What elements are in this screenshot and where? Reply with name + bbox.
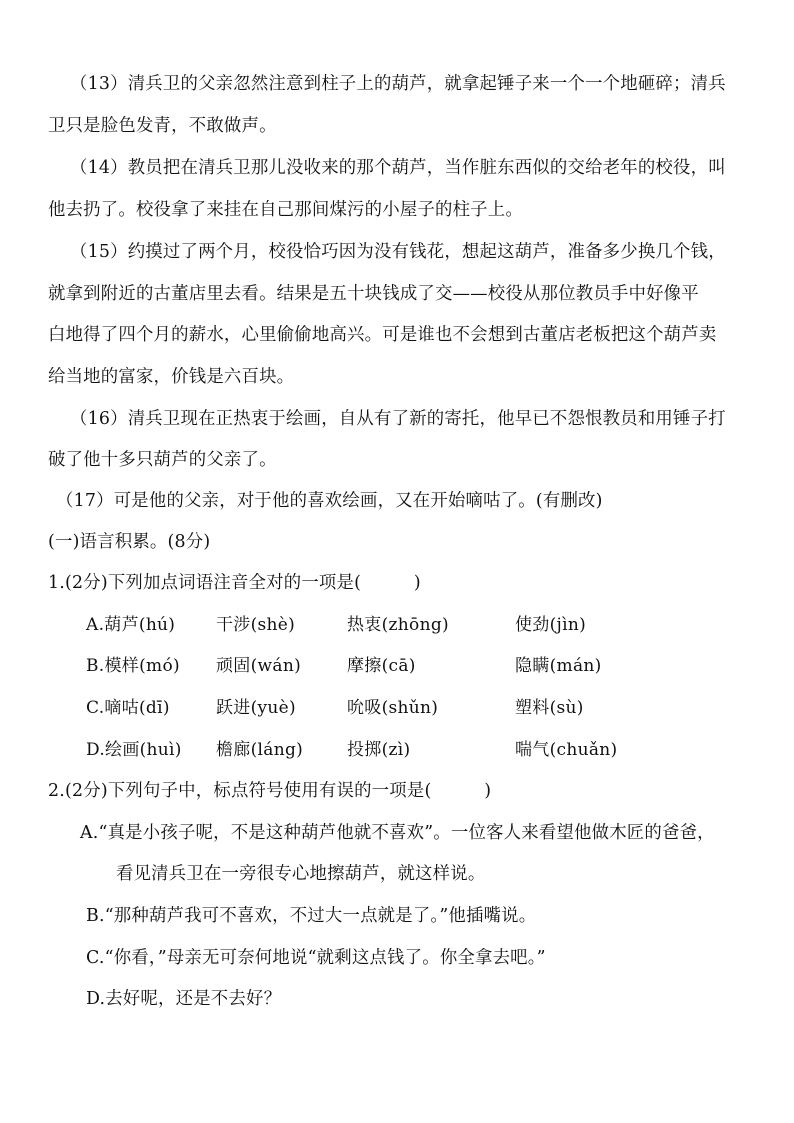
paragraph-17-line-1: （17）可是他的父亲，对于他的喜欢绘画，又在开始嘀咕了。(有删改) <box>56 491 603 511</box>
q1-option-c-word-1: C.嘀咕(dī) <box>86 698 170 718</box>
paragraph-16-line-1: （16）清兵卫现在正热衷于绘画，自从有了新的寄托，他早已不怨恨教员和用锤子打 <box>70 409 726 429</box>
q1-option-c-word-4: 塑料(sù) <box>515 698 584 718</box>
section-heading: (一)语言积累。(8分) <box>48 532 211 552</box>
q1-option-a-word-2: 干涉(shè) <box>216 615 296 635</box>
paragraph-15-line-1: （15）约摸过了两个月，校役恰巧因为没有钱花，想起这葫芦，准备多少换几个钱， <box>70 242 726 262</box>
q1-option-b-word-4: 隐瞒(mán) <box>515 656 602 676</box>
q1-option-a-word-4: 使劲(jìn) <box>515 615 587 635</box>
paragraph-14-line-2: 他去扔了。校役拿了来挂在自己那间煤污的小屋子的柱子上。 <box>48 200 523 220</box>
q1-option-a-word-1: A.葫芦(hú) <box>86 615 176 635</box>
q1-option-d-word-1: D.绘画(huì) <box>86 740 182 760</box>
question-2-stem: 2.(2分)下列句子中，标点符号使用有误的一项是( ) <box>48 781 492 801</box>
paragraph-13-line-1: （13）清兵卫的父亲忽然注意到柱子上的葫芦，就拿起锤子来一个一个地砸碎；清兵 <box>70 74 726 94</box>
question-1-stem: 1.(2分)下列加点词语注音全对的一项是( ) <box>48 573 421 593</box>
paragraph-14-line-1: （14）教员把在清兵卫那儿没收来的那个葫芦，当作脏东西似的交给老年的校役，叫 <box>70 158 726 178</box>
q1-option-b-word-2: 顽固(wán) <box>216 656 301 676</box>
q2-option-b: B.“那种葫芦我可不喜欢，不过大一点就是了。”他插嘴说。 <box>86 906 537 926</box>
q1-option-d-word-3: 投掷(zì) <box>347 740 411 760</box>
paragraph-13-line-2: 卫只是脸色发青，不敢做声。 <box>48 116 277 136</box>
q1-option-b-word-3: 摩擦(cā) <box>347 656 416 676</box>
paragraph-16-line-2: 破了他十多只葫芦的父亲了。 <box>48 450 277 470</box>
paragraph-15-line-4: 给当地的富家，价钱是六百块。 <box>48 367 295 387</box>
q1-option-c-word-3: 吮吸(shǔn) <box>347 698 439 718</box>
q1-option-b-word-1: B.模样(mó) <box>86 656 180 676</box>
q1-option-a-word-3: 热衷(zhōng) <box>347 615 449 635</box>
q1-option-c-word-2: 跃进(yuè) <box>216 698 296 718</box>
paragraph-15-line-3: 白地得了四个月的薪水，心里偷偷地高兴。可是谁也不会想到古董店老板把这个葫芦卖 <box>48 325 717 345</box>
q1-option-d-word-2: 檐廊(láng) <box>216 740 304 760</box>
q2-option-d: D.去好呢，还是不去好？ <box>86 989 282 1009</box>
q2-option-a-line-1: A.“真是小孩子呢，不是这种葫芦他就不喜欢”。一位客人来看望他做木匠的爸爸， <box>80 823 715 843</box>
q1-option-d-word-4: 喘气(chuǎn) <box>515 740 618 760</box>
paragraph-15-line-2: 就拿到附近的古董店里去看。结果是五十块钱成了交——校役从那位教员手中好像平 <box>48 284 699 304</box>
q2-option-a-line-2: 看见清兵卫在一旁很专心地擦葫芦，就这样说。 <box>116 864 486 884</box>
q2-option-c: C.“你看，”母亲无可奈何地说“就剩这点钱了。你全拿去吧。” <box>86 948 546 968</box>
